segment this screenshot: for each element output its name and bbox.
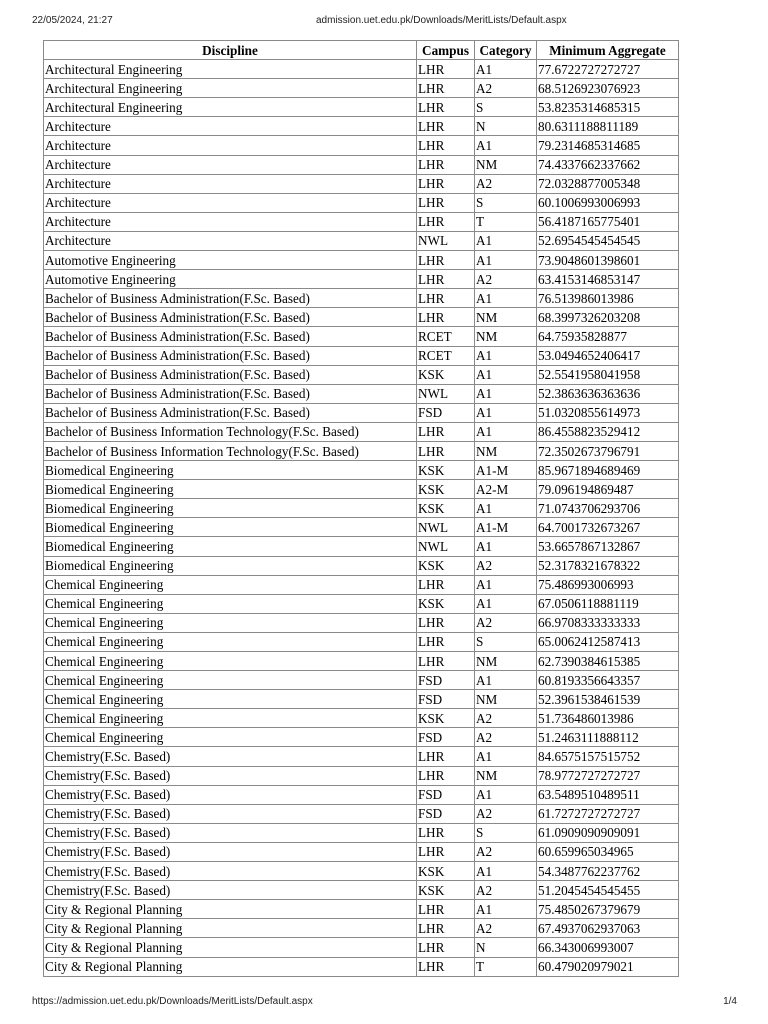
campus-cell: LHR <box>417 60 475 79</box>
campus-cell: LHR <box>417 289 475 308</box>
table-row <box>44 327 679 346</box>
aggregate-cell: 61.7272727272727 <box>537 804 679 823</box>
aggregate-cell: 52.3961538461539 <box>537 690 679 709</box>
discipline-cell: Architecture <box>44 231 417 250</box>
campus-cell: LHR <box>417 308 475 327</box>
header-row <box>44 41 679 60</box>
discipline-cell: Chemical Engineering <box>44 613 417 632</box>
aggregate-cell: 84.6575157515752 <box>537 747 679 766</box>
column-header-discipline: Discipline <box>44 41 417 60</box>
category-cell: A1 <box>475 403 537 422</box>
discipline-cell: Bachelor of Business Administration(F.Sc. Based) <box>44 365 417 384</box>
aggregate-cell: 65.0062412587413 <box>537 632 679 651</box>
campus-cell: FSD <box>417 690 475 709</box>
campus-cell: NWL <box>417 537 475 556</box>
discipline-cell: Chemical Engineering <box>44 575 417 594</box>
discipline-cell: Bachelor of Business Information Technology(F.Sc. Based) <box>44 441 417 460</box>
category-cell: A2-M <box>475 480 537 499</box>
aggregate-cell: 71.0743706293706 <box>537 499 679 518</box>
discipline-cell: Bachelor of Business Administration(F.Sc. Based) <box>44 327 417 346</box>
discipline-cell: Biomedical Engineering <box>44 499 417 518</box>
table-row <box>44 537 679 556</box>
table-row <box>44 766 679 785</box>
campus-cell: KSK <box>417 556 475 575</box>
aggregate-cell: 80.6311188811189 <box>537 117 679 136</box>
campus-cell: LHR <box>417 174 475 193</box>
table-row <box>44 480 679 499</box>
aggregate-cell: 63.4153146853147 <box>537 270 679 289</box>
table-row <box>44 842 679 861</box>
discipline-cell: Chemical Engineering <box>44 690 417 709</box>
table-row <box>44 98 679 117</box>
campus-cell: LHR <box>417 632 475 651</box>
print-footer-url: https://admission.uet.edu.pk/Downloads/MeritLists/Default.aspx <box>32 996 313 1007</box>
table-row <box>44 346 679 365</box>
campus-cell: LHR <box>417 938 475 957</box>
table-row <box>44 193 679 212</box>
campus-cell: KSK <box>417 365 475 384</box>
aggregate-cell: 75.486993006993 <box>537 575 679 594</box>
campus-cell: LHR <box>417 98 475 117</box>
table-row <box>44 461 679 480</box>
campus-cell: LHR <box>417 842 475 861</box>
category-cell: A2 <box>475 79 537 98</box>
campus-cell: LHR <box>417 613 475 632</box>
aggregate-cell: 60.659965034965 <box>537 842 679 861</box>
aggregate-cell: 74.4337662337662 <box>537 155 679 174</box>
category-cell: A2 <box>475 728 537 747</box>
aggregate-cell: 67.4937062937063 <box>537 919 679 938</box>
discipline-cell: Bachelor of Business Administration(F.Sc. Based) <box>44 346 417 365</box>
discipline-cell: Chemical Engineering <box>44 652 417 671</box>
table-row <box>44 251 679 270</box>
table-row <box>44 823 679 842</box>
category-cell: NM <box>475 308 537 327</box>
category-cell: T <box>475 212 537 231</box>
table-row <box>44 308 679 327</box>
discipline-cell: Chemical Engineering <box>44 671 417 690</box>
aggregate-cell: 51.2463111888112 <box>537 728 679 747</box>
discipline-cell: Biomedical Engineering <box>44 518 417 537</box>
category-cell: NM <box>475 652 537 671</box>
discipline-cell: Chemistry(F.Sc. Based) <box>44 862 417 881</box>
aggregate-cell: 67.0506118881119 <box>537 594 679 613</box>
campus-cell: LHR <box>417 441 475 460</box>
column-header-category: Category <box>475 41 537 60</box>
discipline-cell: City & Regional Planning <box>44 919 417 938</box>
category-cell: A2 <box>475 881 537 900</box>
discipline-cell: Architecture <box>44 155 417 174</box>
table-row <box>44 671 679 690</box>
discipline-cell: Bachelor of Business Administration(F.Sc. Based) <box>44 289 417 308</box>
table-row <box>44 938 679 957</box>
discipline-cell: Architectural Engineering <box>44 98 417 117</box>
table-row <box>44 709 679 728</box>
campus-cell: FSD <box>417 804 475 823</box>
category-cell: N <box>475 938 537 957</box>
campus-cell: LHR <box>417 136 475 155</box>
table-row <box>44 136 679 155</box>
campus-cell: LHR <box>417 270 475 289</box>
table-row <box>44 365 679 384</box>
aggregate-cell: 75.4850267379679 <box>537 900 679 919</box>
campus-cell: KSK <box>417 862 475 881</box>
print-page-url: admission.uet.edu.pk/Downloads/MeritLists/Default.aspx <box>316 15 567 26</box>
category-cell: A1 <box>475 900 537 919</box>
discipline-cell: Architecture <box>44 174 417 193</box>
campus-cell: KSK <box>417 594 475 613</box>
aggregate-cell: 52.5541958041958 <box>537 365 679 384</box>
aggregate-cell: 52.3178321678322 <box>537 556 679 575</box>
category-cell: NM <box>475 327 537 346</box>
discipline-cell: Chemistry(F.Sc. Based) <box>44 804 417 823</box>
discipline-cell: Chemistry(F.Sc. Based) <box>44 842 417 861</box>
discipline-cell: Architecture <box>44 212 417 231</box>
category-cell: S <box>475 823 537 842</box>
discipline-cell: Chemistry(F.Sc. Based) <box>44 766 417 785</box>
merit-list-table <box>43 40 679 977</box>
table-row <box>44 117 679 136</box>
campus-cell: NWL <box>417 231 475 250</box>
discipline-cell: Biomedical Engineering <box>44 480 417 499</box>
table-row <box>44 403 679 422</box>
category-cell: S <box>475 193 537 212</box>
table-row <box>44 594 679 613</box>
discipline-cell: Bachelor of Business Administration(F.Sc. Based) <box>44 384 417 403</box>
discipline-cell: City & Regional Planning <box>44 938 417 957</box>
category-cell: A2 <box>475 919 537 938</box>
category-cell: NM <box>475 766 537 785</box>
table-row <box>44 518 679 537</box>
category-cell: A1 <box>475 251 537 270</box>
discipline-cell: Chemical Engineering <box>44 594 417 613</box>
discipline-cell: Chemistry(F.Sc. Based) <box>44 747 417 766</box>
campus-cell: LHR <box>417 823 475 842</box>
discipline-cell: Bachelor of Business Administration(F.Sc. Based) <box>44 308 417 327</box>
aggregate-cell: 79.096194869487 <box>537 480 679 499</box>
category-cell: A1 <box>475 499 537 518</box>
print-datetime: 22/05/2024, 21:27 <box>32 15 113 26</box>
aggregate-cell: 64.75935828877 <box>537 327 679 346</box>
aggregate-cell: 60.479020979021 <box>537 957 679 976</box>
table-row <box>44 231 679 250</box>
campus-cell: LHR <box>417 652 475 671</box>
print-header <box>0 15 768 29</box>
aggregate-cell: 61.0909090909091 <box>537 823 679 842</box>
discipline-cell: Automotive Engineering <box>44 270 417 289</box>
table-row <box>44 785 679 804</box>
category-cell: NM <box>475 441 537 460</box>
category-cell: A1 <box>475 747 537 766</box>
campus-cell: FSD <box>417 671 475 690</box>
campus-cell: NWL <box>417 518 475 537</box>
discipline-cell: Chemical Engineering <box>44 632 417 651</box>
discipline-cell: Chemical Engineering <box>44 728 417 747</box>
page-indicator: 1/4 <box>723 996 737 1007</box>
table-row <box>44 652 679 671</box>
category-cell: A2 <box>475 613 537 632</box>
category-cell: A1 <box>475 785 537 804</box>
aggregate-cell: 60.1006993006993 <box>537 193 679 212</box>
category-cell: A1-M <box>475 461 537 480</box>
table-row <box>44 728 679 747</box>
campus-cell: KSK <box>417 461 475 480</box>
campus-cell: LHR <box>417 251 475 270</box>
campus-cell: KSK <box>417 709 475 728</box>
category-cell: A1 <box>475 231 537 250</box>
table-row <box>44 499 679 518</box>
discipline-cell: Architecture <box>44 136 417 155</box>
aggregate-cell: 52.6954545454545 <box>537 231 679 250</box>
category-cell: A1 <box>475 346 537 365</box>
category-cell: A1 <box>475 671 537 690</box>
discipline-cell: City & Regional Planning <box>44 900 417 919</box>
campus-cell: RCET <box>417 346 475 365</box>
campus-cell: LHR <box>417 212 475 231</box>
campus-cell: LHR <box>417 747 475 766</box>
table-row <box>44 690 679 709</box>
category-cell: A1 <box>475 136 537 155</box>
category-cell: NM <box>475 155 537 174</box>
table-row <box>44 174 679 193</box>
category-cell: A2 <box>475 804 537 823</box>
discipline-cell: Bachelor of Business Administration(F.Sc. Based) <box>44 403 417 422</box>
table-row <box>44 632 679 651</box>
discipline-cell: Chemistry(F.Sc. Based) <box>44 881 417 900</box>
category-cell: S <box>475 632 537 651</box>
table-row <box>44 79 679 98</box>
category-cell: A1 <box>475 365 537 384</box>
category-cell: A2 <box>475 709 537 728</box>
table-row <box>44 862 679 881</box>
aggregate-cell: 77.6722727272727 <box>537 60 679 79</box>
aggregate-cell: 51.2045454545455 <box>537 881 679 900</box>
table-row <box>44 747 679 766</box>
category-cell: A1-M <box>475 518 537 537</box>
aggregate-cell: 73.9048601398601 <box>537 251 679 270</box>
discipline-cell: Bachelor of Business Information Technology(F.Sc. Based) <box>44 422 417 441</box>
aggregate-cell: 72.3502673796791 <box>537 441 679 460</box>
table-row <box>44 289 679 308</box>
table-row <box>44 441 679 460</box>
discipline-cell: Chemical Engineering <box>44 709 417 728</box>
aggregate-cell: 51.0320855614973 <box>537 403 679 422</box>
table-row <box>44 919 679 938</box>
campus-cell: LHR <box>417 766 475 785</box>
campus-cell: LHR <box>417 155 475 174</box>
campus-cell: KSK <box>417 499 475 518</box>
campus-cell: RCET <box>417 327 475 346</box>
discipline-cell: Architecture <box>44 193 417 212</box>
campus-cell: FSD <box>417 785 475 804</box>
aggregate-cell: 51.736486013986 <box>537 709 679 728</box>
category-cell: A1 <box>475 594 537 613</box>
aggregate-cell: 86.4558823529412 <box>537 422 679 441</box>
aggregate-cell: 60.8193356643357 <box>537 671 679 690</box>
campus-cell: KSK <box>417 480 475 499</box>
table-row <box>44 900 679 919</box>
category-cell: A1 <box>475 422 537 441</box>
aggregate-cell: 79.2314685314685 <box>537 136 679 155</box>
table-row <box>44 155 679 174</box>
aggregate-cell: 53.6657867132867 <box>537 537 679 556</box>
campus-cell: LHR <box>417 919 475 938</box>
aggregate-cell: 54.3487762237762 <box>537 862 679 881</box>
aggregate-cell: 62.7390384615385 <box>537 652 679 671</box>
aggregate-cell: 78.9772727272727 <box>537 766 679 785</box>
aggregate-cell: 56.4187165775401 <box>537 212 679 231</box>
table-body <box>44 60 679 977</box>
table-row <box>44 613 679 632</box>
table-row <box>44 270 679 289</box>
category-cell: A2 <box>475 174 537 193</box>
column-header-minimum-aggregate: Minimum Aggregate <box>537 41 679 60</box>
aggregate-cell: 66.9708333333333 <box>537 613 679 632</box>
discipline-cell: Automotive Engineering <box>44 251 417 270</box>
campus-cell: KSK <box>417 881 475 900</box>
table-row <box>44 575 679 594</box>
table-row <box>44 804 679 823</box>
table-row <box>44 422 679 441</box>
aggregate-cell: 52.3863636363636 <box>537 384 679 403</box>
category-cell: S <box>475 98 537 117</box>
campus-cell: LHR <box>417 117 475 136</box>
campus-cell: NWL <box>417 384 475 403</box>
table-row <box>44 212 679 231</box>
aggregate-cell: 63.5489510489511 <box>537 785 679 804</box>
discipline-cell: Chemistry(F.Sc. Based) <box>44 785 417 804</box>
aggregate-cell: 53.0494652406417 <box>537 346 679 365</box>
discipline-cell: Biomedical Engineering <box>44 556 417 575</box>
category-cell: A1 <box>475 537 537 556</box>
table-row <box>44 957 679 976</box>
category-cell: A2 <box>475 556 537 575</box>
campus-cell: LHR <box>417 193 475 212</box>
aggregate-cell: 68.3997326203208 <box>537 308 679 327</box>
category-cell: A1 <box>475 289 537 308</box>
table-row <box>44 384 679 403</box>
category-cell: NM <box>475 690 537 709</box>
table-row <box>44 60 679 79</box>
aggregate-cell: 85.9671894689469 <box>537 461 679 480</box>
discipline-cell: Biomedical Engineering <box>44 461 417 480</box>
category-cell: N <box>475 117 537 136</box>
discipline-cell: City & Regional Planning <box>44 957 417 976</box>
aggregate-cell: 76.513986013986 <box>537 289 679 308</box>
aggregate-cell: 66.343006993007 <box>537 938 679 957</box>
table-header <box>44 41 679 60</box>
category-cell: A2 <box>475 842 537 861</box>
category-cell: A1 <box>475 575 537 594</box>
campus-cell: LHR <box>417 575 475 594</box>
aggregate-cell: 53.8235314685315 <box>537 98 679 117</box>
discipline-cell: Architectural Engineering <box>44 60 417 79</box>
discipline-cell: Chemistry(F.Sc. Based) <box>44 823 417 842</box>
discipline-cell: Architectural Engineering <box>44 79 417 98</box>
aggregate-cell: 68.5126923076923 <box>537 79 679 98</box>
aggregate-cell: 64.7001732673267 <box>537 518 679 537</box>
column-header-campus: Campus <box>417 41 475 60</box>
category-cell: A2 <box>475 270 537 289</box>
category-cell: T <box>475 957 537 976</box>
table-row <box>44 881 679 900</box>
print-footer <box>0 996 768 1010</box>
campus-cell: FSD <box>417 403 475 422</box>
campus-cell: FSD <box>417 728 475 747</box>
campus-cell: LHR <box>417 79 475 98</box>
category-cell: A1 <box>475 60 537 79</box>
campus-cell: LHR <box>417 900 475 919</box>
category-cell: A1 <box>475 862 537 881</box>
table-row <box>44 556 679 575</box>
category-cell: A1 <box>475 384 537 403</box>
campus-cell: LHR <box>417 422 475 441</box>
discipline-cell: Biomedical Engineering <box>44 537 417 556</box>
discipline-cell: Architecture <box>44 117 417 136</box>
aggregate-cell: 72.0328877005348 <box>537 174 679 193</box>
campus-cell: LHR <box>417 957 475 976</box>
